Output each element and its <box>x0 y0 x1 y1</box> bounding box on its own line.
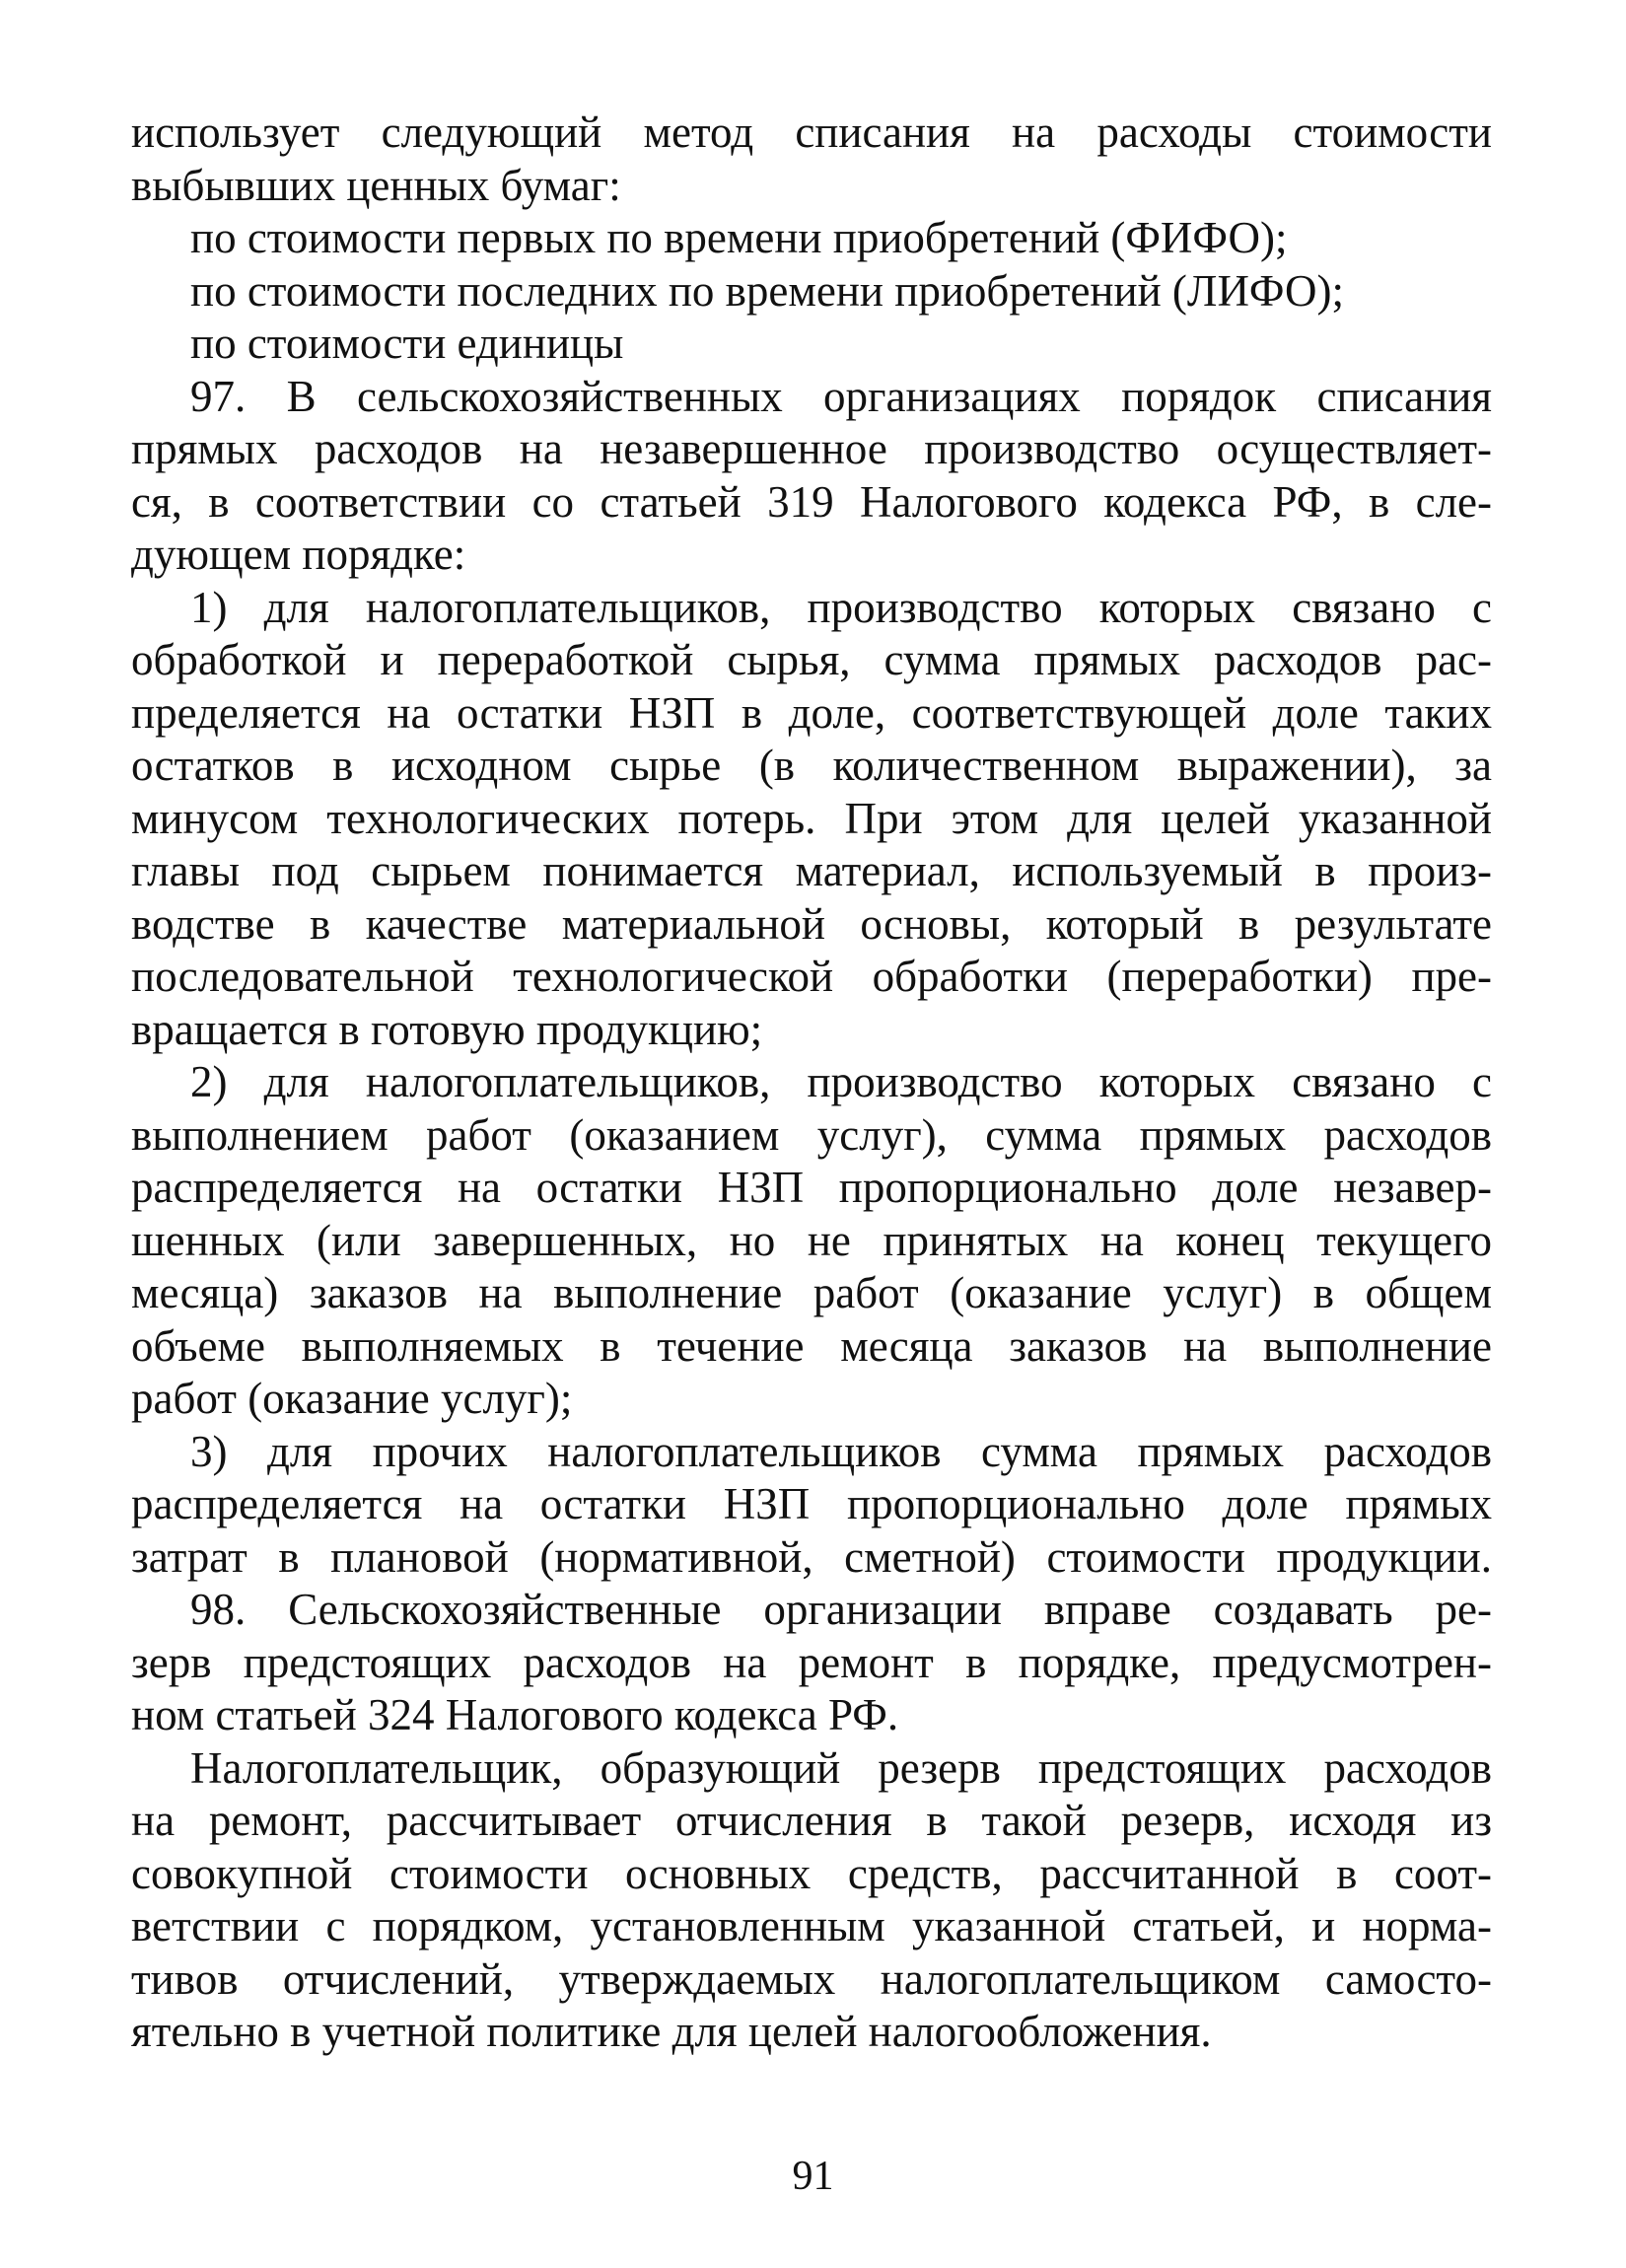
text-line: 2) для налогоплательщиков, производство которых связано с <box>190 1057 1492 1106</box>
text-line: по стоимости первых по времени приобретений (ФИФО); <box>190 213 1288 262</box>
text-line: дующем порядке: <box>131 530 466 579</box>
text-line: распределяется на остатки НЗП пропорционально доле прямых <box>131 1479 1492 1528</box>
page-body <box>131 106 1492 2059</box>
text-line: остатков в исходном сырье (в количественном выражении), за <box>131 741 1492 790</box>
text-line: Налогоплательщик, образующий резерв предстоящих расходов <box>190 1742 1492 1793</box>
text-line: 98. Сельскохозяйственные организации вправе создавать ре- <box>190 1585 1492 1634</box>
text-line: вращается в готовую продукцию; <box>131 1004 763 1054</box>
text-line: работ (оказание услуг); <box>131 1374 573 1423</box>
page-number: 91 <box>792 2154 834 2199</box>
text-line: минусом технологических потерь. При этом для целей указанной <box>131 793 1492 843</box>
text-line: обработкой и переработкой сырья, сумма прямых расходов рас- <box>131 635 1492 684</box>
text-line: на ремонт, рассчитывает отчисления в такой резерв, исходя из <box>131 1796 1492 1845</box>
text-line: последовательной технологической обработки (переработки) пре- <box>131 952 1492 1001</box>
text-line: 3) для прочих налогоплательщиков сумма прямых расходов <box>190 1426 1492 1476</box>
text-line: ветствии с порядком, установленным указанной статьей, и норма- <box>131 1901 1492 1950</box>
text-line: совокупной стоимости основных средств, рассчитанной в соот- <box>131 1848 1492 1898</box>
text-line: выбывших ценных бумаг: <box>131 160 621 210</box>
text-line: ятельно в учетной политике для целей налогообложения. <box>131 2007 1212 2056</box>
text-line: ном статьей 324 Налогового кодекса РФ. <box>131 1690 899 1739</box>
text-line: по стоимости последних по времени приобретений (ЛИФО); <box>190 265 1345 316</box>
text-line: прямых расходов на незавершенное производство осуществляет- <box>131 424 1492 473</box>
text-line: затрат в плановой (нормативной, сметной) стоимости продукции. <box>131 1531 1492 1582</box>
text-line: по стоимости единицы <box>190 319 624 368</box>
text-line: зерв предстоящих расходов на ремонт в порядке, предусмотрен- <box>131 1637 1492 1687</box>
text-line: месяца) заказов на выполнение работ (оказание услуг) в общем <box>131 1268 1492 1317</box>
text-line: использует следующий метод списания на расходы стоимости <box>131 107 1492 157</box>
text-line: тивов отчислений, утверждаемых налогоплательщиком самосто- <box>131 1953 1492 2004</box>
text-line: ся, в соответствии со статьей 319 Налогового кодекса РФ, в сле- <box>131 476 1492 527</box>
text-line: выполнением работ (оказанием услуг), сумма прямых расходов <box>131 1109 1492 1160</box>
text-line: распределяется на остатки НЗП пропорционально доле незавер- <box>131 1163 1492 1212</box>
text-line: пределяется на остатки НЗП в доле, соответствующей доле таких <box>131 687 1492 738</box>
text-line: объеме выполняемых в течение месяца заказов на выполнение <box>131 1320 1492 1371</box>
text-line: главы под сырьем понимается материал, используемый в произ- <box>131 846 1492 895</box>
text-line: 1) для налогоплательщиков, производство которых связано с <box>190 582 1492 632</box>
text-line: 97. В сельскохозяйственных организациях порядок списания <box>190 371 1492 421</box>
text-line: водстве в качестве материальной основы, который в результате <box>131 898 1492 949</box>
text-line: шенных (или завершенных, но не принятых на конец текущего <box>131 1215 1492 1265</box>
